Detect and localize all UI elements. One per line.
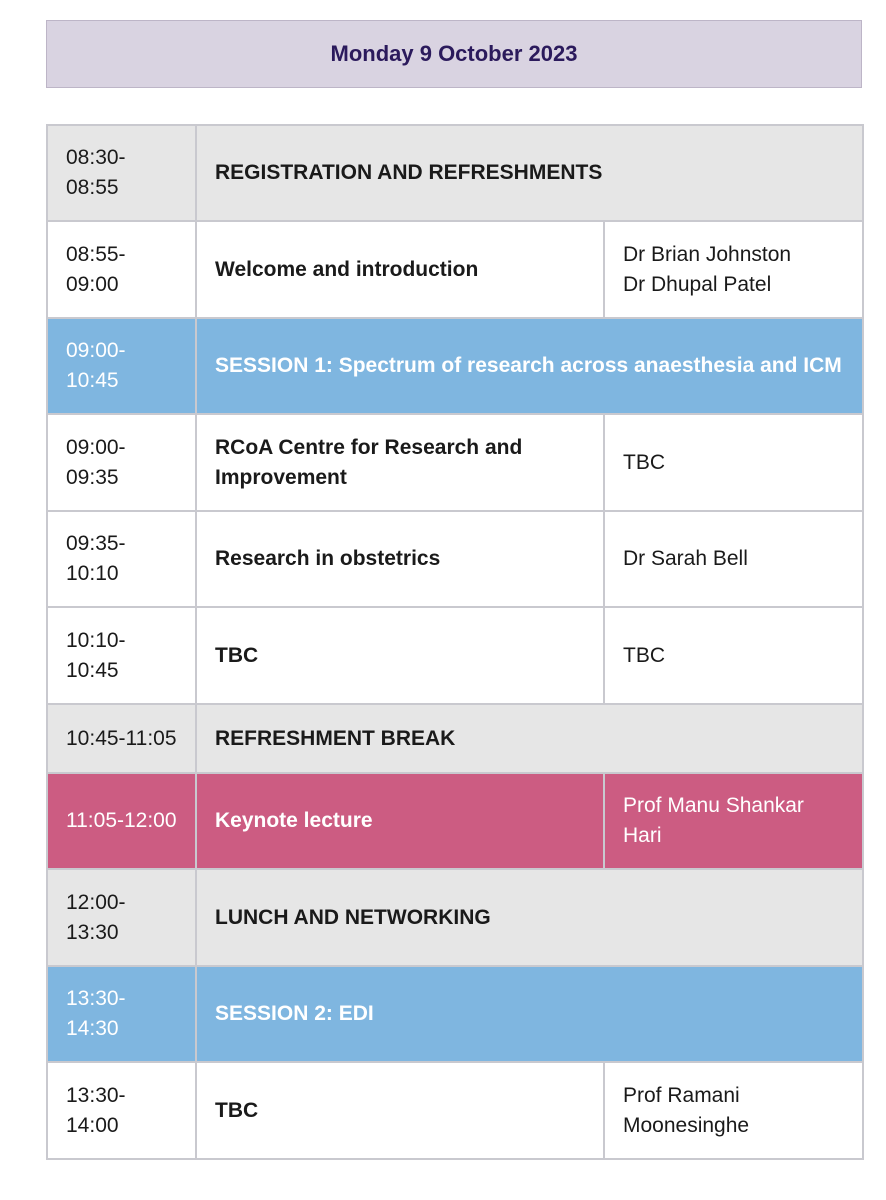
row-title: TBC: [196, 607, 604, 704]
row-title: Keynote lecture: [196, 773, 604, 869]
row-time: 09:00- 10:45: [47, 318, 196, 414]
schedule-row-refreshment-break: [47, 704, 863, 773]
row-time: 12:00- 13:30: [47, 869, 196, 966]
day-header: [46, 20, 862, 88]
row-speaker: Dr Brian Johnston Dr Dhupal Patel: [604, 221, 863, 318]
row-title: SESSION 1: Spectrum of research across anaesthesia and ICM: [196, 318, 863, 414]
row-speaker: Prof Manu Shankar Hari: [604, 773, 863, 869]
schedule-row-lunch: [47, 869, 863, 966]
row-time: 13:30- 14:00: [47, 1062, 196, 1159]
row-speaker: Dr Sarah Bell: [604, 511, 863, 607]
schedule-row-keynote: [47, 773, 863, 869]
schedule-row-tbc-1: [47, 607, 863, 704]
schedule-row-session-1: [47, 318, 863, 414]
day-title: Monday 9 October 2023: [330, 41, 578, 66]
schedule-row-obstetrics: [47, 511, 863, 607]
row-speaker: Prof Ramani Moonesinghe: [604, 1062, 863, 1159]
row-title: RCoA Centre for Research and Improvement: [196, 414, 604, 511]
row-title: Research in obstetrics: [196, 511, 604, 607]
schedule-row-rcoa-centre: [47, 414, 863, 511]
row-time: 10:10- 10:45: [47, 607, 196, 704]
schedule-row-registration: [47, 125, 863, 221]
row-time: 13:30- 14:30: [47, 966, 196, 1062]
schedule-row-session-2: [47, 966, 863, 1062]
row-title: LUNCH AND NETWORKING: [196, 869, 863, 966]
row-time: 10:45-11:05: [47, 704, 196, 773]
row-time: 08:30- 08:55: [47, 125, 196, 221]
schedule-row-welcome: [47, 221, 863, 318]
row-time: 09:00- 09:35: [47, 414, 196, 511]
row-time: 11:05-12:00: [47, 773, 196, 869]
row-time: 09:35- 10:10: [47, 511, 196, 607]
schedule-table: [46, 124, 864, 1160]
row-title: TBC: [196, 1062, 604, 1159]
schedule-row-tbc-2: [47, 1062, 863, 1159]
row-title: Welcome and introduction: [196, 221, 604, 318]
row-speaker: TBC: [604, 414, 863, 511]
row-time: 08:55- 09:00: [47, 221, 196, 318]
row-title: REFRESHMENT BREAK: [196, 704, 863, 773]
row-title: SESSION 2: EDI: [196, 966, 863, 1062]
row-speaker: TBC: [604, 607, 863, 704]
row-title: REGISTRATION AND REFRESHMENTS: [196, 125, 863, 221]
